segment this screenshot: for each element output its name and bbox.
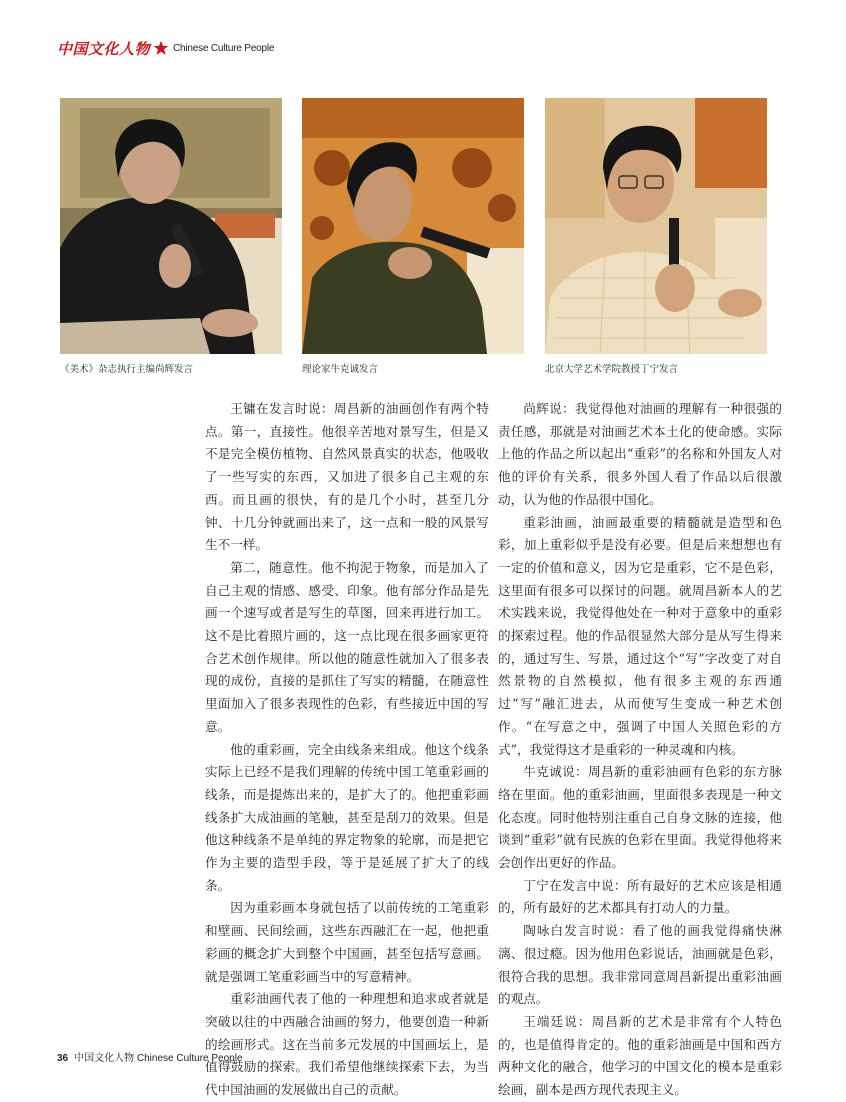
footer-text: 中国文化人物 Chinese Culture People xyxy=(74,1053,243,1064)
paragraph: 重彩油画，油画最重要的精髓就是造型和色彩，加上重彩似乎是没有必要。但是后来想想也有一定的价值和意义，因为它是重彩，它不是色彩，这里面有很多可以探讨的问题。就周昌新本人的艺术实践来说，我觉得他处在一种对于意象中的重彩的探索过程。他的作品很显然大部分是从写生得来的，通过写生、写景，通过这个“写”字改变了对自然景物的自然模拟，他有很多主观的东西通过“写”融汇进去，从而使写生变成一种艺术创作。“在写意之中，强调了中国人关照色彩的方式”，我觉得这才是重彩的一种灵魂和内核。 xyxy=(498,514,782,757)
photo-caption-3: 北京大学艺术学院教授丁宁发言 xyxy=(545,364,679,375)
page-footer xyxy=(57,1049,243,1064)
magazine-header xyxy=(57,36,274,60)
photo-speaker-1 xyxy=(60,98,282,354)
article-column-left xyxy=(205,398,489,1102)
photo-caption-1: 《美术》杂志执行主编尚辉发言 xyxy=(60,364,194,375)
paragraph: 丁宁在发言中说：所有最好的艺术应该是相通的，所有最好的艺术都具有打动人的力量。 xyxy=(498,877,782,916)
paragraph: 王端廷说：周昌新的艺术是非常有个人特色的，也是值得肯定的。他的重彩油画是中国和西方两种文化的融合，他学习的中国文化的模本是重彩绘画，副本是西方现代表现主义。 xyxy=(498,1013,782,1098)
paragraph: 王镛在发言时说：周昌新的油画创作有两个特点。第一，直接性。他很辛苦地对景写生，但是又不是完全模仿植物、自然风景真实的状态，他吸收了一些写实的东西，又加进了很多自己主观的东西。而且画的很快，有的是几个小时，甚至几分钟、十几分钟就画出来了，这一点和一般的风景写生不一样。 xyxy=(205,401,489,553)
paragraph: 重彩油画代表了他的一种理想和追求或者就是突破以往的中西融合油画的努力，他要创造一种新的绘画形式。这在当前多元发展的中国画坛上，是值得鼓励的探索。我们希望他继续探索下去，为当代中国油画的发展做出自己的贡献。 xyxy=(205,991,489,1098)
brand-title-cn: 中国文化人物 xyxy=(57,39,151,58)
photo-speaker-2 xyxy=(302,98,524,354)
page-number: 36 xyxy=(57,1053,69,1064)
paragraph: 牛克诚说：周昌新的重彩油画有色彩的东方脉络在里面。他的重彩油画，里面很多表现是一种文化态度。同时他特别注重自己自身文脉的连接，他谈到“重彩”就有民族的色彩在里面。我觉得他将来会创作出更好的作品。 xyxy=(498,764,782,871)
brand-title-en: Chinese Culture People xyxy=(173,42,275,54)
photo-speaker-3 xyxy=(545,98,767,354)
paragraph: 他的重彩画，完全由线条来组成。他这个线条实际上已经不是我们理解的传统中国工笔重彩画的线条，而是提炼出来的，是扩大了的。他把重彩画线条扩大成油画的笔触，甚至是刮刀的效果。但是他这种线条不是单纯的界定物象的轮廓，而是把它作为主要的造型手段，等于是延展了扩大了的线条。 xyxy=(205,741,489,893)
paragraph: 陶咏白发言时说：看了他的画我觉得痛快淋漓、很过瘾。因为他用色彩说话，油画就是色彩，很符合我的思想。我非常同意周昌新提出重彩油画的观点。 xyxy=(498,923,782,1007)
paragraph: 因为重彩画本身就包括了以前传统的工笔重彩和壁画、民间绘画，这些东西融汇在一起，他把重彩画的概念扩大到整个中国画，甚至包括写意画。就是强调工笔重彩画当中的写意精神。 xyxy=(205,900,489,984)
paragraph: 尚辉说：我觉得他对油画的理解有一种很强的责任感，那就是对油画艺术本土化的使命感。实际上他的作品之所以起出“重彩”的名称和外国友人对他的评价有关系，很多外国人看了作品以后很激动，认为他的作品很中国化。 xyxy=(498,401,782,507)
paragraph: 第二，随意性。他不拘泥于物象，而是加入了自己主观的情感、感受、印象。他有部分作品是先画一个速写或者是写生的草图，回来再进行加工。这不是比着照片画的，这一点比现在很多画家更符合艺术创作规律。所以他的随意性就加入了很多表现的成份，直接的是抓住了写实的精髓，在随意性里面加入了很多表现性的色彩，有些接近中国的写意。 xyxy=(205,559,489,734)
article-column-right xyxy=(498,398,782,1102)
photo-caption-2: 理论家牛克诚发言 xyxy=(302,364,379,375)
star-icon xyxy=(153,40,169,56)
